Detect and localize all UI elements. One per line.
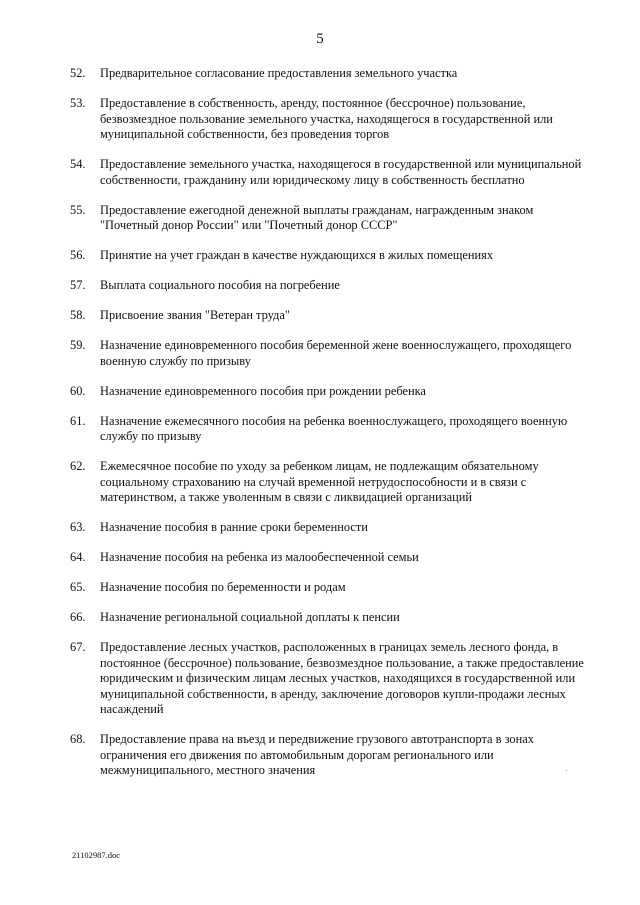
item-text: Выплата социального пособия на погребение — [100, 278, 340, 292]
list-item — [70, 96, 590, 143]
item-number: 66. — [70, 610, 86, 624]
item-text: Предоставление права на въезд и передвижение грузового автотранспорта в зонах ограничения его движения по автомобильным дорогам регионального или межмуниципального, местного значения — [100, 732, 534, 777]
item-text: Предварительное согласование предоставления земельного участка — [100, 66, 458, 80]
item-text: Назначение ежемесячного пособия на ребенка военнослужащего, проходящего военную службу по призыву — [100, 413, 568, 443]
list-item — [70, 520, 590, 536]
item-text: Назначение пособия в ранние сроки беременности — [100, 520, 368, 534]
item-text: Предоставление лесных участков, расположенных в границах земель лесного фонда, в постоянное (бессрочное) пользование, безвозмездное пользование, а также предоставление юридическим и физическим лицам лесных участков, находящихся в государственной или муниципальной собственности, в аренду, заключение договоров купли-продажи лесных насаждений — [100, 640, 584, 716]
page-number: 5 — [316, 31, 324, 47]
item-text: Присвоение звания "Ветеран труда" — [100, 308, 290, 322]
item-number: 60. — [70, 383, 86, 398]
list-item — [70, 66, 590, 82]
item-text: Назначение региональной социальной доплаты к пенсии — [100, 610, 400, 624]
item-number: 63. — [70, 520, 86, 534]
item-text: Предоставление земельного участка, находящегося в государственной или муниципальной собственности, гражданину или юридическому лицу в собственность бесплатно — [100, 157, 582, 187]
list-item — [70, 338, 590, 369]
list-item — [70, 278, 590, 294]
list-item — [70, 157, 590, 188]
item-text: Назначение пособия на ребенка из малообеспеченной семьи — [100, 550, 419, 564]
item-number: 55. — [70, 202, 86, 217]
item-number: 57. — [70, 278, 86, 292]
item-number: 67. — [70, 640, 86, 654]
item-number: 53. — [70, 96, 86, 110]
list-item — [70, 550, 590, 566]
list-item — [70, 580, 590, 596]
list-item — [70, 248, 590, 264]
item-number: 64. — [70, 550, 86, 564]
list-item — [70, 414, 590, 445]
item-text: Назначение пособия по беременности и родам — [100, 580, 346, 594]
item-number: 56. — [70, 248, 86, 262]
item-number: 61. — [70, 413, 86, 428]
document-filename: 21102987.doc — [72, 850, 121, 860]
item-number: 59. — [70, 338, 86, 352]
item-text: Предоставление ежегодной денежной выплаты гражданам, награжденным знаком "Почетный донор России" или "Почетный донор СССР" — [100, 202, 534, 232]
item-number: 68. — [70, 732, 86, 746]
list-item — [70, 640, 590, 718]
list-item — [70, 203, 590, 234]
item-number: 52. — [70, 66, 86, 80]
item-text: Предоставление в собственность, аренду, постоянное (бессрочное) пользование, безвозмездное пользование земельного участка, находящегося в государственной или муниципальной собственности, без проведения торгов — [100, 96, 553, 141]
list-item — [70, 459, 590, 506]
list-item — [70, 308, 590, 324]
item-text: Назначение единовременного пособия при рождении ребенка — [100, 383, 426, 398]
scan-speck — [566, 770, 567, 771]
list-item — [70, 384, 590, 400]
item-number: 58. — [70, 308, 86, 322]
services-list — [70, 66, 590, 793]
item-number: 54. — [70, 157, 86, 171]
item-number: 65. — [70, 580, 86, 594]
item-text: Принятие на учет граждан в качестве нуждающихся в жилых помещениях — [100, 248, 494, 262]
item-text: Назначение единовременного пособия беременной жене военнослужащего, проходящего военную службу по призыву — [100, 338, 572, 368]
item-number: 62. — [70, 459, 86, 473]
list-item — [70, 732, 590, 779]
list-item — [70, 610, 590, 626]
item-text: Ежемесячное пособие по уходу за ребенком лицам, не подлежащим обязательному социальному страхованию на случай временной нетрудоспособности и в связи с материнством, а также уволенным в связи с ликвидацией организаций — [100, 459, 539, 504]
